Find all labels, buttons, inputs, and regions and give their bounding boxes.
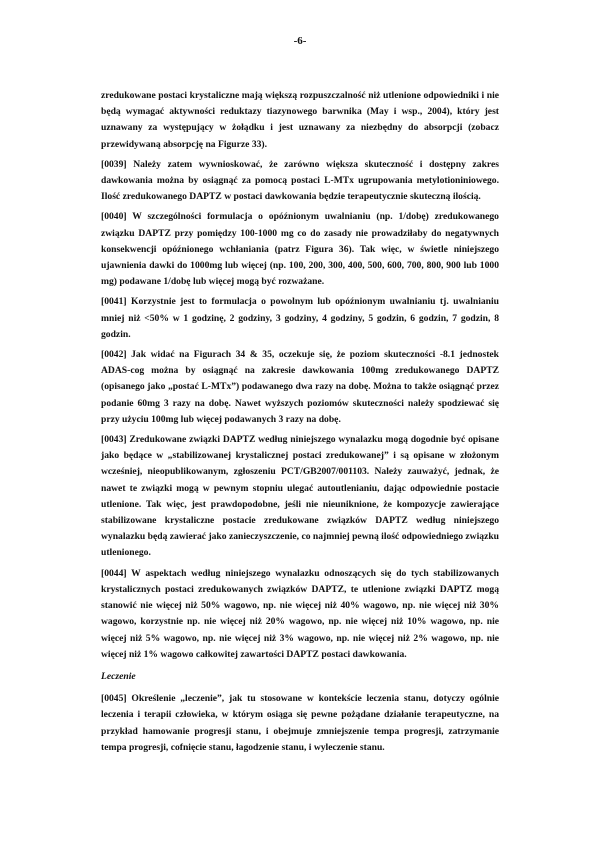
paragraph-number: [0041] [101, 296, 127, 308]
paragraph-number: [0044] [101, 567, 127, 579]
paragraph [101, 566, 499, 663]
paragraph-text: W szczególności formulacja o opóźnionym uwalnianiu (np. 1/dobę) zredukowanego związku DAPTZ przy pomiędzy 100-1000 mg co do zasady nie prowadziłaby do negatywnych konsekwencji opóźnionego wchłaniania (patrz Figura 36). Tak więc, w świetle niniejszego ujawnienia dawki do 1000mg lub więcej (np. 100, 200, 300, 400, 500, 600, 700, 800, 900 lub 1000 mg) podawane 1/dobę lub więcej mogą być rozważane. [101, 211, 499, 288]
section-heading: Leczenie [101, 670, 136, 682]
paragraph-number: [0039] [101, 158, 127, 170]
paragraph-text: Zredukowane związki DAPTZ według niniejszego wynalazku mogą dogodnie być opisane jako będące w „stabilizowanej krystalicznej postaci zredukowanej” i są opisane w złożonym wcześniej, nieopublikowanym, zgłoszeniu PCT/GB2007/001103. Należy zauważyć, jednak, że nawet te związki mogą w pewnym stopniu ulegać autoutlenianiu, dając odpowiednie postacie utlenione. Tak więc, jest prawdopodobne, jeśli nie nieuniknione, że kompozycje zawierające stabilizowane krystaliczne postacie zredukowane związków DAPTZ według niniejszego wynalazku będą zawierać jako zanieczyszczenie, co najmniej pewną ilość odpowiedniego związku utlenionego. [101, 434, 499, 559]
paragraph [101, 691, 499, 756]
document-body [101, 88, 499, 760]
paragraph-text: Określenie „leczenie”, jak tu stosowane w kontekście leczenia stanu, dotyczy ogólnie leczenia i terapii człowieka, w którym osiąga się pewne pożądane działanie terapeutyczne, na przykład hamowanie progresji stanu, i obejmuje zmniejszenie tempa progresji, zatrzymanie tempa progresji, cofnięcie stanu, łagodzenie stanu, i wyleczenie stanu. [101, 693, 499, 753]
paragraph-number: [0045] [101, 693, 127, 705]
paragraph-text: W aspektach według niniejszego wynalazku odnoszących się do tych stabilizowanych krystalicznych postaci zredukowanych związków DAPTZ, te utlenione związki DAPTZ mogą stanowić nie więcej niż 50% wagowo, np. nie więcej niż 40% wagowo, np. nie więcej niż 30% wagowo, korzystnie np. nie więcej niż 20% wagowo, np. nie więcej niż 10% wagowo, np. nie więcej niż 5% wagowo, np. nie więcej niż 3% wagowo, np. nie więcej niż 2% wagowo, np. nie więcej niż 1% wagowo całkowitej zawartości DAPTZ postaci dawkowania. [101, 567, 499, 660]
paragraph [101, 209, 499, 290]
paragraph [101, 88, 499, 153]
paragraph [101, 294, 499, 343]
paragraph-text: Korzystnie jest to formulacja o powolnym lub opóźnionym uwalnianiu tj. uwalnianiu mniej niż <50% w 1 godzinę, 2 godziny, 3 godziny, 4 godziny, 5 godzin, 6 godzin, 7 godzin, 8 godzin. [101, 296, 499, 340]
paragraph [101, 347, 499, 428]
paragraph-number: [0042] [101, 349, 127, 361]
paragraph-number: [0040] [101, 211, 127, 223]
paragraph [101, 432, 499, 562]
paragraph-text: Należy zatem wywnioskować, że zarówno większa skuteczność i dostępny zakres dawkowania można by osiągnąć za pomocą postaci L-MTx ugrupowania metylotioniniowego. Ilość zredukowanego DAPTZ w postaci dawkowania będzie terapeutycznie skuteczną ilością. [101, 158, 499, 203]
page-number: -6- [293, 35, 307, 47]
paragraph-text: Jak widać na Figurach 34 & 35, oczekuje się, że poziom skuteczności -8.1 jednostek ADAS-cog można by osiągnąć na zakresie dawkowania 100mg zredukowanego DAPTZ (opisanego jako „postać L-MTx”) podawanego dwa razy na dobę. Można to także osiągnąć przez podanie 60mg 3 razy na dobę. Nawet wyższych poziomów skuteczności należy spodziewać się przy użyciu 100mg lub więcej podawanych 3 razy na dobę. [101, 349, 499, 425]
paragraph-text: zredukowane postaci krystaliczne mają większą rozpuszczalność niż utlenione odpowiedniki i nie będą wymagać aktywności reduktazy tiazynowego barwnika (May i wsp., 2004), który jest uznawany za występujący w żołądku i jest uznawany za niezbędny do absorpcji (zobacz przewidywaną absorpcję na Figurze 33). [101, 90, 499, 150]
paragraph-number: [0043] [101, 434, 127, 446]
paragraph [101, 157, 499, 206]
